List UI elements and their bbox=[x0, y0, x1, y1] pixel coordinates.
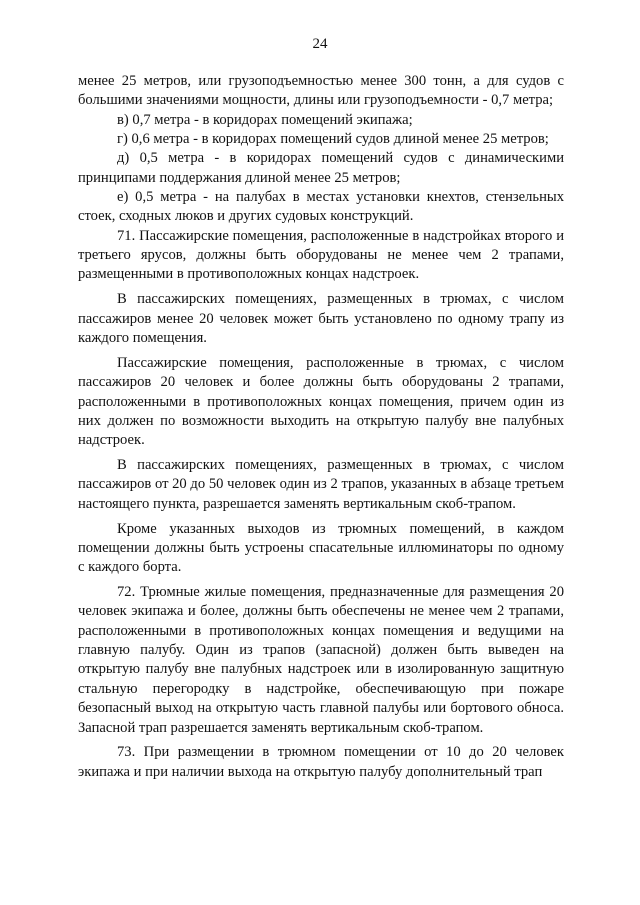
list-item-e: е) 0,5 метра - на палубах в местах установки кнехтов, стензельных стоек, сходных люков и других судовых конструкций. bbox=[78, 189, 564, 225]
clause-71: 71. Пассажирские помещения, расположенные в надстройках второго и третьего ярусов, должны быть оборудованы не менее чем 2 трапами, размещенными в противоположных концах надстроек. bbox=[78, 227, 564, 283]
paragraph: В пассажирских помещениях, размещенных в трюмах, с числом пассажиров менее 20 человек может быть установлено по одному трапу из каждого помещения. bbox=[78, 291, 564, 346]
paragraph: Пассажирские помещения, расположенные в трюмах, с числом пассажиров 20 человек и более должны быть оборудованы 2 трапами, расположенными в противоположных концах помещения, причем один из них должен по возможности выходить на открытую палубу вне палубных надстроек. bbox=[78, 354, 564, 449]
clause-72: 72. Трюмные жилые помещения, предназначенные для размещения 20 человек экипажа и более, должны быть обеспечены не менее чем 2 трапами, расположенными в противоположных концах помещения и ведущими на главную палубу. Один из трапов (запасной) должен быть выведен на открытую палубу вне палубных надстроек или в изолированную защитную стальную перегородку в надстройке, обеспечивающую при пожаре безопасный выход на открытую часть главной палубы или бортового обноса. Запасной трап разрешается заменять вертикальным скоб-трапом. bbox=[78, 584, 564, 736]
list-item-g: г) 0,6 метра - в коридорах помещений судов длиной менее 25 метров; bbox=[117, 131, 549, 148]
document-body bbox=[78, 72, 564, 782]
paragraph: Кроме указанных выходов из трюмных помещений, в каждом помещении должны быть устроены спасательные иллюминаторы по одному с каждого борта. bbox=[78, 520, 564, 576]
paragraph-continuation: менее 25 метров, или грузоподъемностью менее 300 тонн, а для судов с большими значениями мощности, длины или грузоподъемности - 0,7 метра; bbox=[78, 73, 564, 109]
paragraph: В пассажирских помещениях, размещенных в трюмах, с числом пассажиров от 20 до 50 человек один из 2 трапов, указанных в абзаце третьем настоящего пункта, разрешается заменять вертикальным скоб-трапом. bbox=[78, 457, 564, 512]
list-item-v: в) 0,7 метра - в коридорах помещений экипажа; bbox=[117, 111, 413, 128]
clause-73: 73. При размещении в трюмном помещении от 10 до 20 человек экипажа и при наличии выхода на открытую палубу дополнительный трап bbox=[78, 744, 564, 780]
page-number: 24 bbox=[312, 36, 328, 52]
list-item-d: д) 0,5 метра - в коридорах помещений судов с динамическими принципами поддержания длиной менее 25 метров; bbox=[78, 150, 564, 186]
